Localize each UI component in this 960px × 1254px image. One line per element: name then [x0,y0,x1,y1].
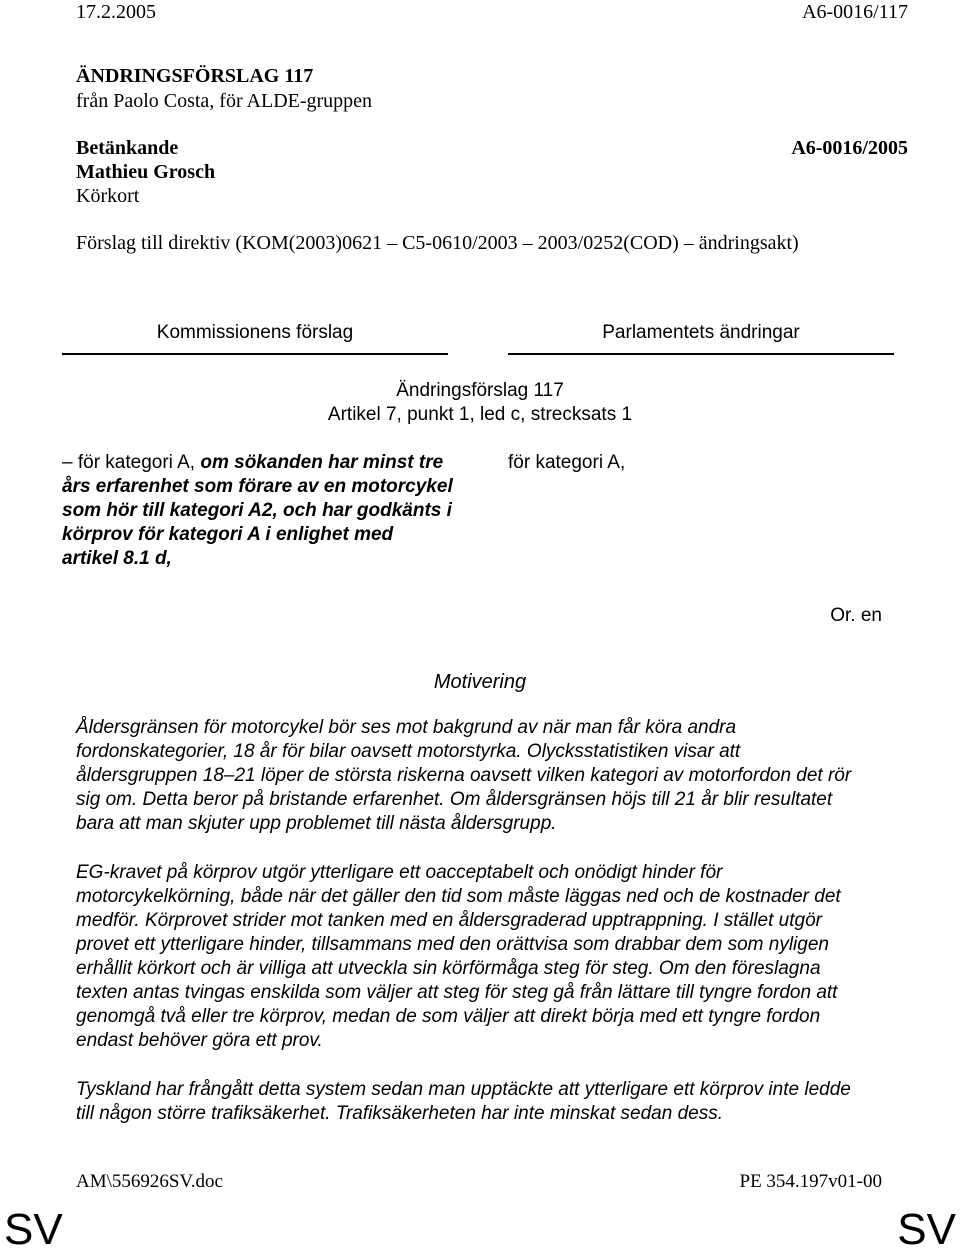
justification-line: Tyskland har frångått detta system sedan man upptäckte att ytterligare ett körprov inte ledde [76,1079,851,1100]
report-number: A6-0016/2005 [791,137,908,159]
justification-heading: Motivering [433,671,527,693]
justification-line: motorcykelkörning, både när det gäller den tid som måste läggas ned och de kostnader det [76,886,841,907]
amendment-author: från Paolo Costa, för ALDE-gruppen [76,90,373,112]
justification-line: bara att man skjuter upp problemet till nästa åldersgrupp. [76,813,557,834]
left-text-line-3: som hör till kategori A2, och har godkänts i [62,500,452,521]
left-text-italic: om sökanden har minst tre [200,452,444,473]
report-subject: Körkort [76,185,140,207]
report-label: Betänkande [76,137,179,159]
amendment-title: ÄNDRINGSFÖRSLAG 117 [76,65,314,87]
left-column-heading: Kommissionens förslag [156,322,354,343]
justification-line: sig om. Detta beror på bristande erfarenhet. Om åldersgränsen höjs till 21 år blir resultatet [76,789,833,810]
justification-line: texten antas tvingas enskilda som väljer att steg för steg gå från lättare till tyngre fordon att [76,982,838,1003]
rapporteur-name: Mathieu Grosch [76,161,216,183]
right-column-heading: Parlamentets ändringar [602,322,800,343]
justification-line: endast behöver göra ett prov. [76,1030,323,1051]
justification-line: provet ett ytterligare hinder, tillsammans med den orättvisa som drabbar dem som nyligen [76,934,829,955]
document-date: 17.2.2005 [76,1,156,23]
document-reference: A6-0016/117 [802,1,908,23]
proposal-reference: Förslag till direktiv (KOM(2003)0621 – C5-0610/2003 – 2003/0252(COD) – ändringsakt) [76,232,799,254]
left-text-line-2: års erfarenhet som förare av en motorcykel [62,476,453,497]
right-column-divider [508,353,894,355]
article-reference: Artikel 7, punkt 1, led c, strecksats 1 [327,404,633,425]
right-text: för kategori A, [508,452,626,473]
justification-line: till någon större trafiksäkerhet. Trafiksäkerheten har inte minskat sedan dess. [76,1103,724,1124]
original-language: Or. en [830,605,882,626]
justification-line: åldersgruppen 18–21 löper de största riskerna oavsett vilken kategori av motorfordon det rör [76,765,852,786]
footer-language-left: SV [4,1205,63,1254]
justification-line: genomgå två eller tre körprov, medan de som väljer att direkt börja med ett tyngre fordon [76,1006,821,1027]
justification-line: erhållit körkort och är villiga att utveckla sin körförmåga steg för steg. Om den föreslagna [76,958,821,979]
justification-line: fordonskategorier, 18 år för bilar oavsett motorstyrka. Olycksstatistiken visar att [76,741,741,762]
left-text-prefix: – för kategori A, [62,452,201,473]
justification-line: EG-kravet på körprov utgör ytterligare ett oacceptabelt och onödigt hinder för [76,862,723,883]
left-column-divider [62,353,448,355]
left-text-line-4: körprov för kategori A i enlighet med [62,524,394,545]
justification-paragraph-1 [76,716,896,836]
footer-language-right: SV [897,1205,956,1254]
left-text-line-1 [62,451,443,475]
justification-paragraph-2 [76,861,896,1053]
justification-line: medför. Körprovet strider mot tanken med en åldersgraderad upptrappning. I stället utgör [76,910,822,931]
justification-line: Åldersgränsen för motorcykel bör ses mot bakgrund av när man får köra andra [76,717,737,738]
footer-filename: AM\556926SV.doc [76,1171,223,1192]
amendment-number: Ändringsförslag 117 [396,380,564,401]
justification-paragraph-3 [76,1078,896,1126]
left-text-line-5: artikel 8.1 d, [62,548,172,569]
footer-pe-number: PE 354.197v01-00 [739,1171,882,1192]
